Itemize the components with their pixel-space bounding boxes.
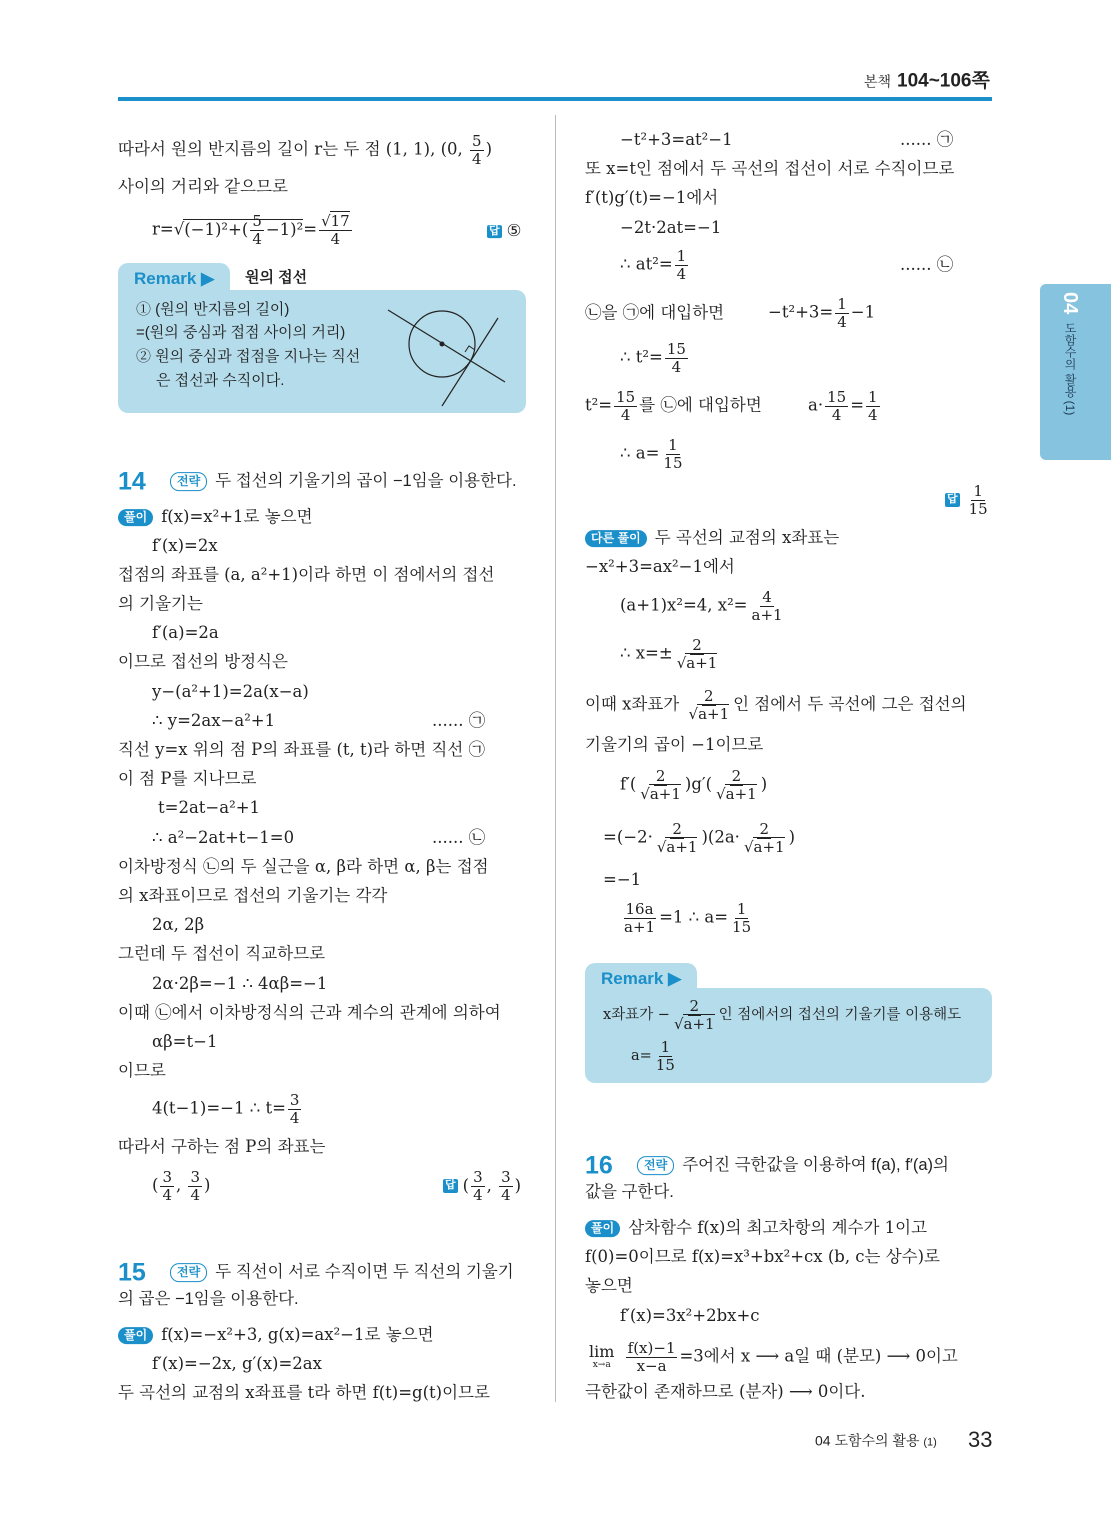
text-line: 의 기울기는 — [118, 594, 203, 614]
strategy-text: 의 곱은 −1임을 이용한다. — [118, 1290, 299, 1309]
math-line: a· $\frac{15}{4}$ = $\frac{1}{4}$ — [808, 388, 878, 424]
math-line: ∴ at²= $\frac{1}{4}$ — [620, 247, 687, 283]
equation-label: ...... ㉡ — [900, 255, 954, 275]
text-line: 삼차함수 f(x)의 최고차항의 계수가 1이고 — [628, 1218, 928, 1238]
solution-badge: 풀이 — [585, 1220, 620, 1236]
strategy-text: 두 직선이 서로 수직이면 두 직선의 기울기 — [215, 1263, 514, 1282]
math-line: =(−2· $\frac{2}{√a+1}$ )(2a· $\frac{2}{√a+1}$ ) — [603, 820, 795, 856]
remark-title: 원의 접선 — [245, 269, 308, 286]
text-line: 이므로 접선의 방정식은 — [118, 652, 288, 672]
page-number: 33 — [968, 1426, 993, 1452]
strategy-badge: 전략 — [637, 1157, 674, 1175]
math-line: y−(a²+1)=2a(x−a) — [152, 682, 309, 702]
text-line: 따라서 구하는 점 P의 좌표는 — [118, 1137, 326, 1157]
column-divider — [555, 115, 556, 1402]
text-line: 직선 y=x 위의 점 P의 좌표를 (t, t)라 하면 직선 ㉠ — [118, 740, 486, 760]
math-line: −t²+3= $\frac{1}{4}$ −1 — [768, 295, 876, 331]
math-line: f′( $\frac{2}{√a+1}$ )g′( $\frac{2}{√a+1}$ ) — [620, 767, 768, 803]
remark-item: =(원의 중심과 접점 사이의 거리) — [136, 324, 346, 341]
text-line: ㉡을 ㉠에 대입하면 — [585, 303, 725, 323]
equation-label: ...... ㉡ — [432, 828, 486, 848]
header-label: 본책 — [864, 73, 892, 90]
math-line: f′(x)=2x — [152, 536, 218, 556]
answer-value: $\frac{1}{15}$ — [968, 482, 988, 518]
answer-value: ( $\frac{3}{4}$ , $\frac{3}{4}$ ) — [462, 1168, 522, 1204]
remark-item: 은 접선과 수직이다. — [156, 372, 285, 389]
text-line: 이때 ㉡에서 이차방정식의 근과 계수의 관계에 의하여 — [118, 1003, 501, 1023]
math-line: ∴ t²= $\frac{15}{4}$ — [620, 340, 686, 376]
text-line: 두 곡선의 교점의 x좌표는 — [654, 528, 840, 548]
text-line: 놓으면 — [585, 1276, 633, 1296]
math-line: ∴ a²−2at+t−1=0 — [152, 828, 295, 848]
remark-text: x좌표가 − $\frac{2}{√a+1}$ 인 점에서의 접선의 기울기를 이용해도 — [603, 997, 962, 1033]
text-line: 이므로 — [118, 1061, 166, 1081]
answer-value: ⑤ — [506, 221, 522, 241]
remark-text: a= $\frac{1}{15}$ — [631, 1038, 675, 1074]
math-line: 2α, 2β — [152, 915, 205, 935]
strategy-text: 두 접선의 기울기의 곱이 −1임을 이용한다. — [215, 472, 517, 491]
strategy-text: 주어진 극한값을 이용하여 f(a), f′(a)의 — [682, 1156, 949, 1175]
text-line: 사이의 거리와 같으므로 — [118, 177, 288, 197]
math-line: t=2at−a²+1 — [158, 798, 261, 818]
math-line: ∴ a= $\frac{1}{15}$ — [620, 436, 683, 472]
solution-badge: 풀이 — [118, 509, 153, 525]
math-line: −t²+3=at²−1 — [620, 130, 733, 150]
answer-mark: 답 — [947, 493, 958, 506]
remark-box — [585, 988, 992, 1083]
math-line: f(x)=−x²+3, g(x)=ax²−1로 놓으면 — [161, 1325, 434, 1345]
answer-mark: 답 — [489, 225, 500, 238]
math-line: 4(t−1)=−1 ∴ t= $\frac{3}{4}$ — [152, 1091, 300, 1127]
header-rule — [118, 97, 992, 101]
text-line: f(0)=0이므로 f(x)=x³+bx²+cx (b, c는 상수)로 — [585, 1247, 940, 1267]
math-line: lim x→a $\frac{f(x)-1}{x-a}$ =3에서 x ⟶ a일 때 (분모) ⟶ 0이고 — [589, 1339, 958, 1375]
math-line: (a+1)x²=4, x²= $\frac{4}{a+1}$ — [620, 588, 783, 624]
text-line: 이 점 P를 지나므로 — [118, 769, 257, 789]
text-line: 이때 x좌표가 $\frac{2}{√a+1}$ 인 점에서 두 곡선에 그은 접선의 — [585, 687, 967, 723]
side-tab-number: 04 — [1059, 292, 1081, 315]
text-line: 따라서 원의 반지름의 길이 r는 두 점 (1, 1), (0, $\frac{5}{4}$ ) — [118, 132, 493, 168]
equation-label: ...... ㉠ — [900, 130, 954, 150]
text-line: 접점의 좌표를 (a, a²+1)이라 하면 이 점에서의 접선 — [118, 565, 495, 585]
answer-mark: 답 — [445, 1179, 456, 1192]
text-line: 이차방정식 ㉡의 두 실근을 α, β라 하면 α, β는 접점 — [118, 857, 489, 877]
text-line: 그런데 두 접선이 직교하므로 — [118, 944, 326, 964]
problem-number: 16 — [585, 1151, 613, 1180]
math-line: ( $\frac{3}{4}$ , $\frac{3}{4}$ ) — [152, 1168, 211, 1204]
strategy-badge: 전략 — [170, 1264, 207, 1282]
math-line: f′(a)=2a — [152, 623, 219, 643]
math-line: −2t·2at=−1 — [620, 218, 722, 238]
chapter-side-tab[interactable] — [1040, 284, 1111, 460]
math-line: −x²+3=ax²−1에서 — [585, 557, 735, 577]
text-line: 의 x좌표이므로 접선의 기울기는 각각 — [118, 886, 388, 906]
alternative-solution-badge: 다른 풀이 — [585, 530, 647, 546]
footer-part: (1) — [923, 1436, 937, 1449]
math-line: =−1 — [603, 870, 642, 890]
strategy-badge: 전략 — [170, 473, 207, 491]
tangent-circle-diagram — [380, 296, 510, 408]
text-line: 두 곡선의 교점의 x좌표를 t라 하면 f(t)=g(t)이므로 — [118, 1383, 490, 1403]
strategy-text: 값을 구한다. — [585, 1183, 674, 1202]
math-line: 2α·2β=−1 ∴ 4αβ=−1 — [152, 974, 328, 994]
problem-number: 15 — [118, 1258, 146, 1287]
remark-tab: Remark ▶ — [585, 963, 697, 995]
text-line: 극한값이 존재하므로 (분자) ⟶ 0이다. — [585, 1382, 866, 1402]
remark-box — [118, 290, 526, 413]
math-line: f′(x)=−2x, g′(x)=2ax — [152, 1354, 322, 1374]
header-pages: 104~106쪽 — [897, 70, 990, 92]
math-line: f′(x)=3x²+2bx+c — [620, 1306, 760, 1326]
remark-tab: Remark ▶ — [118, 263, 230, 295]
math-line: ∴ y=2ax−a²+1 — [152, 711, 276, 731]
text-line: 또 x=t인 점에서 두 곡선의 접선이 서로 수직이므로 — [585, 159, 955, 179]
remark-item: ② 원의 중심과 접점을 지나는 직선 — [136, 348, 361, 365]
side-tab-title: 도함수의 활용 (1) — [1063, 322, 1077, 416]
math-line: ∴ x=± $\frac{2}{√a+1}$ — [620, 636, 718, 672]
remark-item: ① (원의 반지름의 길이) — [136, 301, 290, 318]
solution-badge: 풀이 — [118, 1327, 153, 1343]
math-line: αβ=t−1 — [152, 1032, 218, 1052]
math-line: $\frac{16a}{a+1}$ =1 ∴ a= $\frac{1}{15}$ — [624, 900, 752, 936]
text-line: t²= $\frac{15}{4}$ 를 ㉡에 대입하면 — [585, 388, 762, 424]
problem-number: 14 — [118, 467, 146, 496]
math-line: f(x)=x²+1로 놓으면 — [161, 507, 313, 527]
equation-label: ...... ㉠ — [432, 711, 486, 731]
text-line: f′(t)g′(t)=−1에서 — [585, 188, 719, 208]
footer-chapter: 04 도함수의 활용 — [815, 1432, 920, 1449]
math-line: r=√(−1)²+( $\frac{5}{4}$ −1)²= $\frac{√17}{4}$ — [152, 212, 350, 248]
text-line: 기울기의 곱이 −1이므로 — [585, 735, 764, 755]
